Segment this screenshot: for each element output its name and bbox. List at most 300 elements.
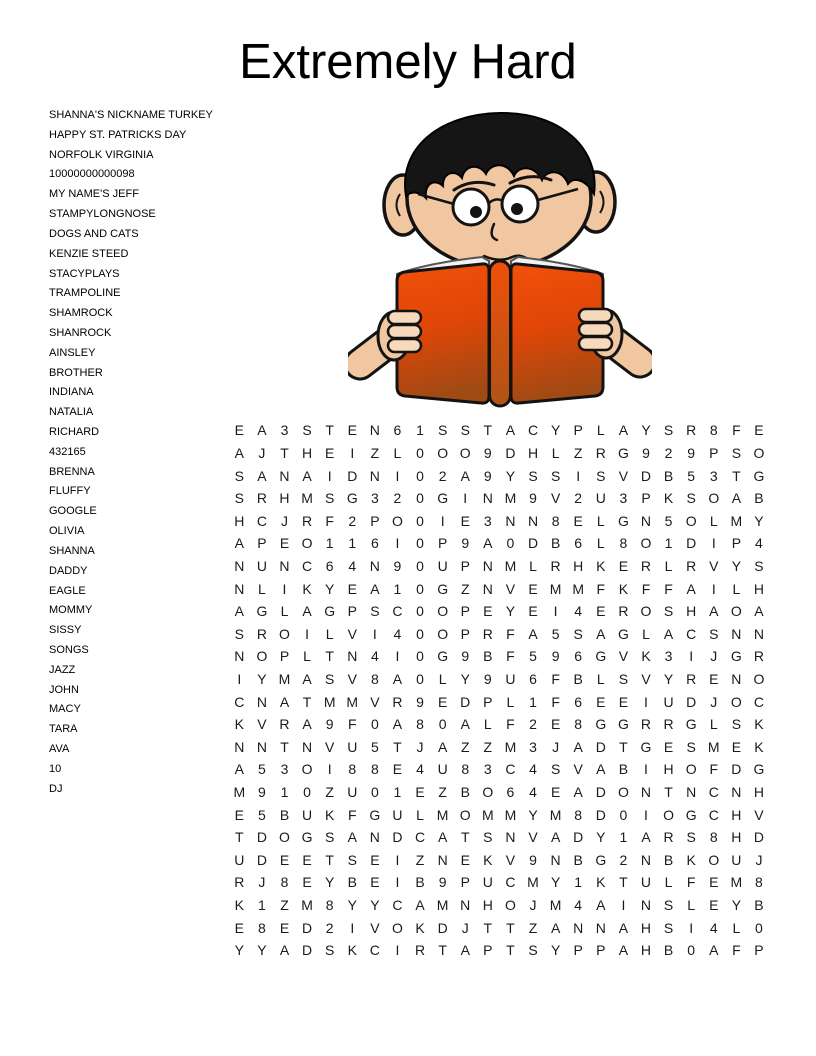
grid-letter: 6 bbox=[574, 648, 583, 665]
right-finger-2 bbox=[579, 323, 612, 336]
grid-letter: A bbox=[460, 716, 470, 733]
grid-letter: 4 bbox=[370, 648, 379, 665]
grid-letter: L bbox=[664, 874, 673, 891]
grid-letter: 8 bbox=[257, 919, 266, 936]
grid-letter: A bbox=[731, 490, 742, 507]
grid-letter: Y bbox=[550, 874, 561, 891]
grid-letter: G bbox=[617, 716, 629, 733]
grid-letter: E bbox=[302, 874, 312, 891]
grid-letter: Y bbox=[663, 671, 674, 687]
grid-letter: T bbox=[483, 919, 493, 936]
grid-letter: B bbox=[279, 806, 290, 823]
grid-letter: A bbox=[460, 942, 470, 959]
grid-letter: S bbox=[596, 467, 606, 484]
grid-letter: R bbox=[663, 829, 674, 846]
grid-letter: E bbox=[415, 784, 425, 801]
grid-letter: D bbox=[505, 444, 516, 461]
grid-letter: E bbox=[370, 851, 380, 868]
grid-letter: G bbox=[301, 829, 313, 846]
grid-letter: G bbox=[753, 467, 765, 484]
grid-letter: E bbox=[663, 738, 674, 755]
grid-letter: 1 bbox=[393, 784, 402, 801]
grid-letter: R bbox=[686, 557, 697, 574]
grid-letter: 1 bbox=[529, 693, 537, 710]
grid-letter: A bbox=[596, 761, 606, 778]
grid-letter: H bbox=[663, 761, 674, 778]
grid-letter: E bbox=[302, 851, 312, 868]
grid-letter: T bbox=[325, 851, 334, 868]
word-list-item: SHANNA'S NICKNAME TURKEY bbox=[49, 109, 213, 121]
grid-letter: S bbox=[528, 467, 538, 484]
grid-letter: F bbox=[732, 422, 741, 439]
grid-letter: P bbox=[460, 874, 470, 891]
grid-letter: J bbox=[552, 738, 560, 755]
grid-letter: K bbox=[754, 716, 764, 733]
grid-letter: N bbox=[640, 784, 652, 801]
page-title: Extremely Hard bbox=[239, 35, 577, 89]
grid-letter: 4 bbox=[755, 535, 763, 552]
grid-letter: K bbox=[663, 490, 674, 507]
grid-letter: E bbox=[279, 919, 290, 936]
grid-letter: Y bbox=[754, 512, 764, 529]
grid-letter: N bbox=[369, 557, 380, 574]
grid-letter: J bbox=[280, 512, 288, 529]
grid-letter: L bbox=[732, 580, 741, 597]
grid-letter: 3 bbox=[619, 490, 628, 507]
grid-letter: I bbox=[644, 761, 648, 778]
grid-letter: L bbox=[303, 648, 311, 665]
grid-letter: I bbox=[463, 490, 468, 507]
grid-letter: S bbox=[663, 919, 674, 936]
grid-letter: T bbox=[235, 829, 244, 846]
grid-letter: L bbox=[416, 806, 424, 823]
word-list-item: STACYPLAYS bbox=[49, 267, 120, 280]
grid-letter: M bbox=[436, 806, 449, 823]
grid-letter: 5 bbox=[370, 738, 379, 755]
grid-letter: 6 bbox=[574, 693, 583, 710]
grid-letter: 1 bbox=[416, 422, 424, 439]
grid-letter: V bbox=[505, 580, 516, 597]
grid-letter: K bbox=[325, 806, 335, 823]
grid-letter: I bbox=[350, 919, 355, 936]
grid-letter: 0 bbox=[370, 784, 379, 801]
grid-letter: V bbox=[505, 851, 516, 868]
grid-letter: K bbox=[347, 942, 357, 959]
grid-row bbox=[228, 916, 770, 939]
grid-letter: U bbox=[437, 557, 448, 574]
grid-letter: N bbox=[369, 467, 380, 484]
grid-letter: G bbox=[437, 648, 449, 665]
grid-letter: A bbox=[754, 603, 764, 620]
grid-letter: E bbox=[370, 874, 380, 891]
grid-letter: A bbox=[505, 422, 516, 439]
grid-letter: R bbox=[640, 557, 652, 574]
word-list-item: FLUFFY bbox=[49, 485, 91, 498]
grid-letter: V bbox=[618, 648, 629, 665]
grid-letter: D bbox=[686, 535, 697, 552]
grid-row bbox=[228, 509, 770, 532]
grid-letter: H bbox=[234, 512, 245, 529]
grid-letter: C bbox=[753, 693, 765, 710]
grid-letter: N bbox=[482, 557, 493, 574]
grid-letter: H bbox=[527, 444, 539, 461]
grid-letter: A bbox=[257, 422, 267, 439]
grid-letter: 5 bbox=[551, 625, 560, 642]
grid-letter: V bbox=[641, 671, 651, 687]
grid-letter: H bbox=[279, 490, 290, 507]
grid-row bbox=[228, 464, 770, 487]
grid-letter: E bbox=[550, 716, 561, 733]
grid-letter: 6 bbox=[370, 535, 379, 552]
grid-letter: D bbox=[437, 919, 448, 936]
grid-letter: 8 bbox=[551, 512, 560, 529]
grid-row bbox=[228, 690, 770, 713]
grid-letter: Y bbox=[460, 671, 470, 687]
word-list-item: JAZZ bbox=[49, 663, 76, 676]
grid-letter: 8 bbox=[709, 829, 718, 846]
grid-letter: 1 bbox=[348, 535, 357, 552]
grid-letter: O bbox=[730, 693, 742, 710]
grid-letter: L bbox=[664, 557, 673, 574]
grid-letter: N bbox=[256, 693, 267, 710]
word-list-item: DJ bbox=[49, 782, 63, 795]
grid-letter: I bbox=[395, 942, 400, 959]
grid-letter: T bbox=[619, 874, 628, 891]
grid-letter: S bbox=[573, 625, 583, 642]
grid-letter: R bbox=[663, 716, 674, 733]
grid-letter: 0 bbox=[619, 806, 628, 823]
grid-letter: 4 bbox=[529, 784, 537, 801]
grid-letter: O bbox=[392, 919, 403, 936]
grid-letter: B bbox=[663, 467, 674, 484]
grid-letter: S bbox=[234, 625, 244, 642]
grid-letter: N bbox=[595, 919, 606, 936]
grid-letter: U bbox=[595, 490, 606, 507]
word-list-item: STAMPYLONGNOSE bbox=[49, 208, 156, 221]
grid-letter: N bbox=[527, 512, 539, 529]
grid-letter: V bbox=[257, 716, 267, 733]
grid-letter: 4 bbox=[393, 625, 402, 642]
grid-letter: J bbox=[461, 919, 469, 936]
grid-letter: R bbox=[279, 716, 290, 733]
grid-letter: T bbox=[732, 467, 741, 484]
grid-letter: O bbox=[753, 671, 765, 687]
grid-letter: J bbox=[710, 648, 718, 665]
grid-letter: I bbox=[327, 761, 332, 778]
grid-letter: S bbox=[618, 671, 629, 687]
grid-letter: N bbox=[640, 897, 652, 914]
grid-letter: A bbox=[528, 625, 538, 642]
grid-letter: J bbox=[258, 874, 266, 891]
grid-letter: G bbox=[617, 512, 629, 529]
grid-letter: 5 bbox=[687, 467, 696, 484]
grid-letter: 8 bbox=[574, 716, 583, 733]
grid-letter: E bbox=[731, 738, 742, 755]
grid-letter: 0 bbox=[438, 716, 447, 733]
grid-letter: E bbox=[528, 580, 538, 597]
grid-letter: S bbox=[325, 490, 335, 507]
grid-letter: Y bbox=[370, 897, 380, 914]
grid-letter: P bbox=[483, 942, 493, 959]
grid-letter: D bbox=[302, 942, 313, 959]
grid-letter: O bbox=[392, 512, 403, 529]
word-list-item: DADDY bbox=[49, 564, 88, 577]
grid-letter: N bbox=[234, 557, 245, 574]
grid-letter: 0 bbox=[416, 625, 424, 642]
grid-letter: K bbox=[618, 580, 629, 597]
grid-letter: O bbox=[663, 806, 675, 823]
grid-letter: S bbox=[731, 444, 742, 461]
grid-letter: E bbox=[709, 874, 719, 891]
grid-letter: A bbox=[234, 535, 244, 552]
grid-row bbox=[228, 894, 770, 917]
grid-letter: P bbox=[460, 603, 470, 620]
grid-letter: D bbox=[302, 919, 313, 936]
grid-letter: L bbox=[596, 512, 605, 529]
grid-letter: I bbox=[440, 512, 445, 529]
grid-letter: I bbox=[576, 467, 581, 484]
grid-letter: K bbox=[415, 919, 425, 936]
grid-letter: J bbox=[710, 693, 718, 710]
grid-letter: 8 bbox=[370, 761, 379, 778]
grid-letter: 9 bbox=[461, 535, 470, 552]
word-list-item: SHAMROCK bbox=[49, 307, 113, 320]
grid-letter: B bbox=[663, 942, 674, 959]
grid-letter: O bbox=[301, 761, 313, 778]
grid-letter: S bbox=[550, 761, 561, 778]
grid-row bbox=[228, 668, 770, 691]
grid-letter: E bbox=[325, 444, 335, 461]
grid-letter: P bbox=[709, 444, 719, 461]
grid-letter: M bbox=[233, 784, 246, 801]
grid-letter: K bbox=[754, 738, 764, 755]
grid-letter: D bbox=[686, 693, 697, 710]
grid-letter: A bbox=[618, 919, 629, 936]
grid-letter: 5 bbox=[257, 806, 266, 823]
grid-letter: A bbox=[257, 467, 267, 484]
grid-letter: S bbox=[325, 829, 335, 846]
grid-row bbox=[228, 419, 770, 442]
grid-letter: A bbox=[302, 716, 312, 733]
grid-letter: B bbox=[483, 648, 493, 665]
grid-letter: I bbox=[711, 535, 716, 552]
grid-letter: I bbox=[372, 625, 377, 642]
grid-letter: 9 bbox=[483, 444, 492, 461]
grid-letter: M bbox=[549, 806, 562, 823]
grid-letter: D bbox=[595, 738, 606, 755]
grid-letter: M bbox=[527, 874, 539, 891]
grid-letter: B bbox=[347, 874, 357, 891]
grid-letter: 6 bbox=[393, 422, 402, 439]
grid-letter: R bbox=[256, 490, 267, 507]
grid-letter: 2 bbox=[348, 512, 357, 529]
grid-letter: N bbox=[279, 467, 290, 484]
right-pupil bbox=[511, 203, 523, 215]
grid-letter: U bbox=[392, 806, 403, 823]
grid-letter: P bbox=[279, 648, 290, 665]
grid-letter: O bbox=[459, 444, 471, 461]
grid-letter: A bbox=[234, 603, 244, 620]
grid-letter: U bbox=[505, 671, 516, 687]
grid-letter: U bbox=[731, 851, 742, 868]
grid-letter: A bbox=[234, 444, 244, 461]
grid-letter: 5 bbox=[257, 761, 266, 778]
grid-letter: Y bbox=[550, 942, 561, 959]
grid-letter: I bbox=[282, 580, 287, 597]
grid-letter: N bbox=[640, 512, 652, 529]
grid-letter: I bbox=[395, 535, 400, 552]
grid-letter: K bbox=[483, 851, 493, 868]
grid-letter: H bbox=[482, 897, 493, 914]
grid-letter: T bbox=[280, 738, 289, 755]
grid-letter: A bbox=[347, 829, 357, 846]
grid-letter: 1 bbox=[325, 535, 334, 552]
grid-letter: R bbox=[753, 648, 765, 665]
grid-row bbox=[228, 826, 770, 849]
grid-letter: G bbox=[685, 806, 697, 823]
grid-letter: K bbox=[234, 716, 244, 733]
grid-letter: C bbox=[234, 693, 245, 710]
grid-letter: T bbox=[393, 738, 402, 755]
grid-letter: T bbox=[506, 942, 515, 959]
word-list-item: SHANROCK bbox=[49, 326, 112, 339]
grid-letter: N bbox=[686, 784, 697, 801]
grid-letter: J bbox=[755, 851, 763, 868]
grid-letter: S bbox=[234, 490, 244, 507]
grid-letter: Y bbox=[505, 603, 516, 620]
grid-letter: F bbox=[347, 806, 357, 823]
grid-letter: P bbox=[731, 535, 742, 552]
grid-letter: 0 bbox=[370, 716, 379, 733]
grid-letter: M bbox=[549, 897, 562, 914]
grid-letter: V bbox=[618, 467, 629, 484]
grid-letter: N bbox=[753, 625, 765, 642]
grid-letter: E bbox=[596, 693, 606, 710]
grid-letter: B bbox=[550, 535, 561, 552]
grid-letter: 8 bbox=[461, 761, 470, 778]
grid-letter: S bbox=[731, 716, 742, 733]
word-list-item: BRENNA bbox=[49, 465, 95, 478]
grid-letter: N bbox=[505, 512, 516, 529]
grid-letter: A bbox=[437, 738, 448, 755]
grid-letter: P bbox=[257, 535, 267, 552]
grid-letter: B bbox=[663, 851, 674, 868]
grid-letter: 0 bbox=[416, 603, 424, 620]
grid-letter: H bbox=[573, 557, 584, 574]
grid-letter: M bbox=[730, 874, 743, 891]
grid-row bbox=[228, 871, 770, 894]
grid-letter: I bbox=[553, 603, 558, 620]
left-finger-1 bbox=[388, 311, 421, 324]
grid-row bbox=[228, 600, 770, 623]
grid-letter: I bbox=[689, 648, 694, 665]
word-list-item: DOGS AND CATS bbox=[49, 227, 139, 240]
grid-letter: 4 bbox=[709, 919, 718, 936]
word-list-item: 432165 bbox=[49, 445, 86, 458]
grid-letter: M bbox=[572, 580, 585, 597]
grid-letter: S bbox=[663, 603, 674, 620]
grid-row bbox=[228, 442, 770, 465]
grid-letter: R bbox=[234, 874, 245, 891]
grid-letter: V bbox=[709, 557, 719, 574]
grid-letter: O bbox=[708, 851, 720, 868]
grid-letter: 9 bbox=[483, 467, 492, 484]
grid-letter: O bbox=[617, 784, 629, 801]
word-list-item: 10 bbox=[49, 762, 62, 775]
grid-letter: A bbox=[279, 942, 290, 959]
grid-letter: S bbox=[437, 422, 448, 439]
grid-letter: 0 bbox=[687, 942, 696, 959]
grid-letter: 3 bbox=[370, 490, 379, 507]
grid-letter: L bbox=[596, 535, 605, 552]
word-list bbox=[49, 106, 213, 799]
grid-letter: D bbox=[595, 806, 606, 823]
grid-letter: 9 bbox=[551, 648, 560, 665]
grid-letter: R bbox=[618, 603, 629, 620]
grid-letter: G bbox=[369, 806, 381, 823]
grid-letter: R bbox=[392, 693, 403, 710]
grid-letter: 8 bbox=[709, 422, 718, 439]
grid-letter: U bbox=[482, 874, 493, 891]
grid-letter: A bbox=[392, 671, 403, 687]
grid-letter: S bbox=[483, 829, 493, 846]
grid-letter: D bbox=[753, 829, 765, 846]
grid-letter: R bbox=[414, 942, 426, 959]
grid-letter: O bbox=[504, 897, 516, 914]
grid-letter: S bbox=[663, 422, 674, 439]
grid-letter: H bbox=[753, 784, 765, 801]
grid-letter: S bbox=[347, 851, 357, 868]
grid-letter: Y bbox=[505, 467, 516, 484]
grid-letter: K bbox=[234, 897, 244, 914]
grid-letter: 0 bbox=[416, 648, 424, 665]
grid-letter: I bbox=[327, 467, 332, 484]
grid-row bbox=[228, 736, 770, 759]
grid-letter: 8 bbox=[325, 897, 334, 914]
grid-letter: M bbox=[278, 671, 291, 687]
grid-letter: C bbox=[527, 422, 539, 439]
grid-letter: 2 bbox=[325, 919, 334, 936]
grid-letter: 0 bbox=[416, 444, 424, 461]
grid-letter: E bbox=[234, 919, 244, 936]
grid-letter: 1 bbox=[280, 784, 289, 801]
grid-letter: S bbox=[686, 738, 696, 755]
left-glasses-lens bbox=[453, 189, 489, 225]
grid-letter: 9 bbox=[483, 671, 492, 687]
grid-letter: U bbox=[256, 557, 267, 574]
grid-letter: E bbox=[618, 557, 629, 574]
grid-letter: U bbox=[437, 761, 448, 778]
grid-letter: N bbox=[369, 422, 380, 439]
grid-letter: 3 bbox=[280, 761, 289, 778]
reading-boy-svg bbox=[348, 108, 652, 408]
grid-letter: L bbox=[438, 671, 447, 687]
grid-letter: O bbox=[301, 535, 313, 552]
grid-letter: B bbox=[754, 897, 764, 914]
word-list-item: MY NAME'S JEFF bbox=[49, 188, 139, 201]
grid-letter: H bbox=[686, 603, 697, 620]
grid-letter: N bbox=[482, 580, 493, 597]
grid-letter: U bbox=[347, 738, 358, 755]
grid-letter: E bbox=[460, 851, 470, 868]
grid-letter: E bbox=[596, 603, 606, 620]
letter-grid bbox=[228, 419, 770, 962]
grid-letter: A bbox=[550, 919, 561, 936]
grid-letter: N bbox=[256, 738, 267, 755]
grid-letter: 8 bbox=[370, 671, 379, 687]
grid-row bbox=[228, 532, 770, 555]
word-list-item: SONGS bbox=[49, 643, 89, 656]
